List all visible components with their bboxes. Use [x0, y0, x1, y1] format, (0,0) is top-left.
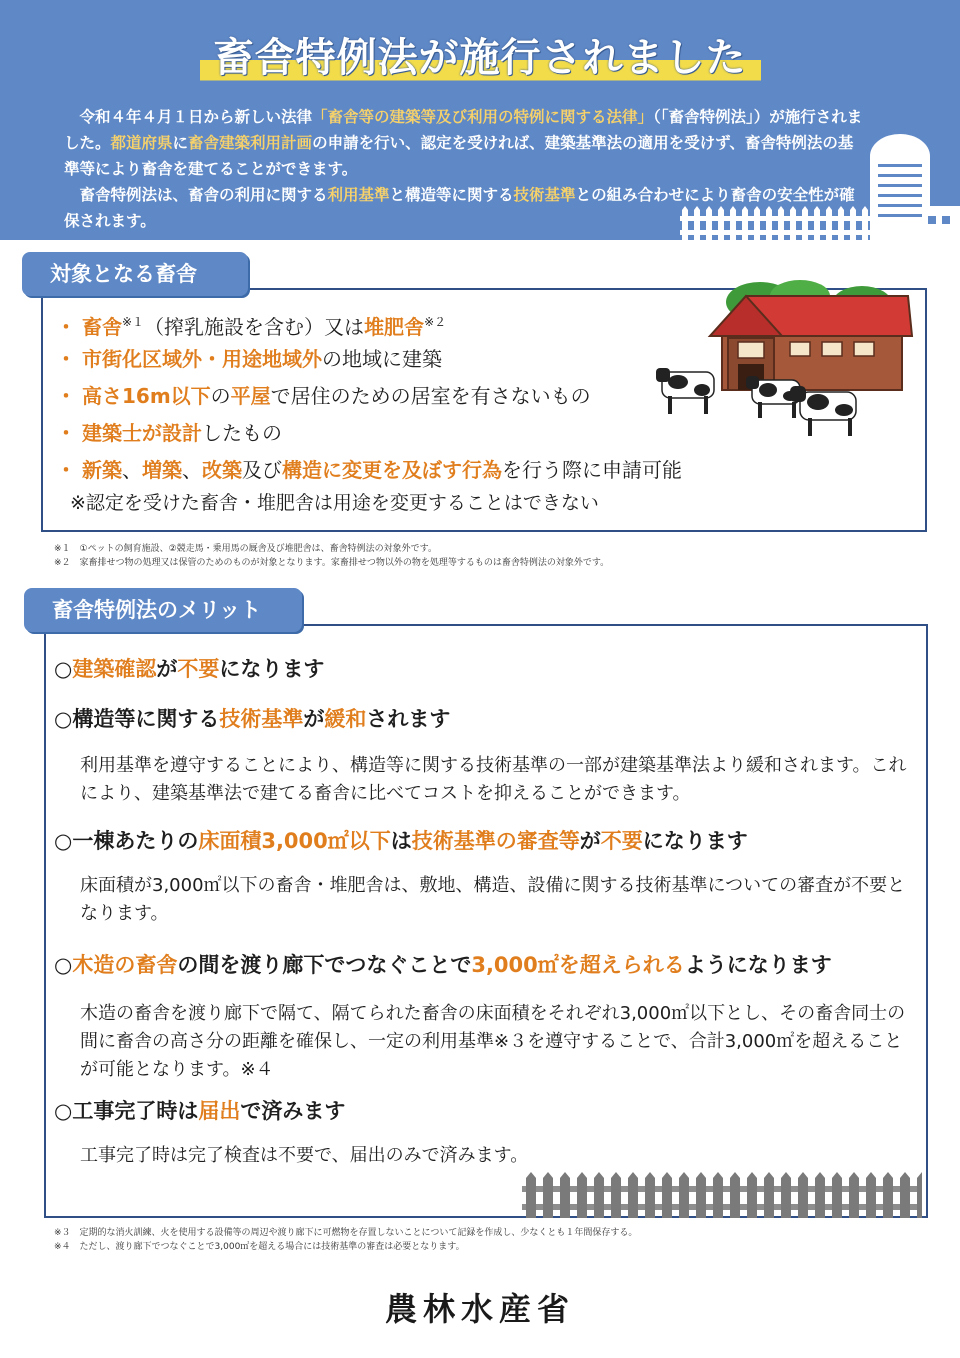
footnotes-1: [54, 542, 609, 570]
highlight-text: 技術基準: [219, 707, 304, 731]
merit-title-text: になります: [219, 657, 325, 681]
header-banner: [0, 0, 960, 240]
cow-icon: [656, 368, 714, 414]
fence-post: [730, 206, 736, 240]
ministry-name: 農林水産省: [384, 1290, 575, 1328]
fence-post: [628, 1172, 638, 1218]
highlight-text: 届出: [198, 1099, 241, 1123]
highlight-text: 不要: [177, 657, 220, 681]
fence-post: [849, 1172, 859, 1218]
merit-body: 利用基準を遵守することにより、構造等に関する技術基準の一部が建築基準法より緩和されます。これにより、建築基準法で建てる畜舎に比べてコストを抑えることができます。: [80, 755, 907, 804]
merit-title-text: が: [156, 657, 178, 681]
merit-title-text: になります: [642, 829, 748, 853]
merit-title-text: ○: [54, 953, 73, 977]
highlight-text: 緩和: [324, 707, 367, 731]
fence-post: [754, 206, 760, 240]
highlight-text: 畜舎: [82, 315, 122, 339]
item-text: 、: [182, 458, 202, 482]
fence-post: [866, 1172, 876, 1218]
fence-post: [814, 206, 820, 240]
highlight-prefecture: 都道府県: [110, 134, 173, 152]
merit-title-text: が: [303, 707, 325, 731]
item-text: 及び: [242, 458, 282, 482]
fence-post: [560, 1172, 570, 1218]
merit-title-text: ○一棟あたりの: [54, 829, 199, 853]
page-title: 畜舎特例法が施行されました: [200, 26, 761, 85]
bullet: ・: [56, 315, 76, 339]
highlight-text: 技術基準の審査等: [411, 829, 580, 853]
fence-post: [694, 206, 700, 240]
footnote-2: ※２ 家畜排せつ物の処理又は保管のためのものが対象となります。家畜排せつ物以外の物を処理等するものは畜舎特例法の対象外です。: [54, 558, 610, 568]
merit-title-text: ○: [54, 657, 73, 681]
fence-post: [838, 206, 844, 240]
fence-post: [577, 1172, 587, 1218]
section-heading-merits: 畜舎特例法のメリット: [24, 588, 302, 632]
merit-body: 工事完了時は完了検査は不要で、届出のみで済みます。: [80, 1145, 529, 1166]
fence-post: [662, 1172, 672, 1218]
merit-title-text: で済みます: [240, 1099, 346, 1123]
merit-title: [54, 654, 324, 684]
fence-post: [790, 206, 796, 240]
fence-post: [802, 206, 808, 240]
silo-icon: [680, 130, 960, 240]
fence-post: [764, 1172, 774, 1218]
fence-post: [730, 1172, 740, 1218]
fence-post: [696, 1172, 706, 1218]
item-text: したもの: [202, 421, 282, 445]
highlight-text: 床面積3,000㎡以下: [198, 829, 391, 853]
merit-title: [54, 826, 748, 856]
bullet: ・: [56, 384, 76, 408]
merit-title-text: ○工事完了時は: [54, 1099, 199, 1123]
highlight-text: 市街化区域外・用途地域外: [82, 347, 322, 371]
fence-post: [832, 1172, 842, 1218]
target-note: ※認定を受けた畜舎・堆肥舎は用途を変更することはできない: [70, 492, 599, 514]
highlight-text: 建築士が設計: [82, 421, 202, 445]
fence-post: [713, 1172, 723, 1218]
merit-title: [54, 1096, 345, 1126]
item-text: で居住のための居室を有さないもの: [270, 384, 591, 408]
fence-post: [826, 206, 832, 240]
target-item: [56, 452, 776, 489]
footnote-4: ※４ ただし、渡り廊下でつなぐことで3,000㎡を超える場合には技術基準の審査は必要となります。: [54, 1242, 465, 1252]
section-heading-target: 対象となる畜舎: [22, 252, 248, 296]
merit-title-text: は: [390, 829, 412, 853]
intro-text-span: に: [172, 134, 189, 152]
fence-post: [778, 206, 784, 240]
merit-title: [54, 704, 450, 734]
footnote-1: ※１ ①ペットの飼育施設、②競走馬・乗用馬の厩舎及び堆肥舎は、畜舎特例法の対象外です。: [54, 544, 437, 554]
highlight-text: 平屋: [230, 384, 271, 408]
highlight-text: 増築: [142, 458, 182, 482]
bullet: ・: [56, 347, 76, 371]
item-text: を行う際に申請可能: [502, 458, 682, 482]
footnote-3: ※３ 定期的な消火訓練、火を使用する設備等の周辺や渡り廊下に可燃物を存置しないことについて記録を作成し、少なくとも１年間保存する。: [54, 1228, 638, 1238]
title-wrap: [0, 26, 960, 85]
fence-post: [862, 206, 868, 240]
fence-post: [718, 206, 724, 240]
intro-text-span: （「畜舎特例法」）が施行されました。: [64, 108, 863, 152]
fence-post: [594, 1172, 604, 1218]
merit-title-text: が: [579, 829, 601, 853]
intro-text-span: 令和４年４月１日から新しい法律: [79, 108, 313, 126]
highlight-text: 構造に変更を及ぼす行為: [282, 458, 502, 482]
fence-post: [900, 1172, 910, 1218]
merit-body: 木造の畜舎を渡り廊下で隔て、隔てられた畜舎の床面積をそれぞれ3,000㎡以下とし、その畜舎同士の間に畜舎の高さ分の距離を確保し、一定の利用基準※３を遵守することで、合計3,000㎡を超えることが可能となります。※４: [80, 1003, 906, 1080]
merit-title-text: ようになります: [684, 953, 832, 977]
intro-text-span: の申請を行い、認定を受ければ、建築基準法の適用を受けず、畜舎特例法の基準等により畜舎を建てることができます。: [64, 134, 854, 178]
bullet: ・: [56, 421, 76, 445]
fence-post: [883, 1172, 893, 1218]
cow-icon: [790, 386, 856, 436]
fence-post: [917, 1172, 922, 1218]
fence-post: [798, 1172, 808, 1218]
merit-title-text: ○構造等に関する: [54, 707, 220, 731]
highlight-text: 建築確認: [72, 657, 157, 681]
highlight-text: 不要: [600, 829, 643, 853]
footnote-ref: ※１: [122, 315, 145, 329]
item-text: （搾乳施設を含む）又は: [144, 315, 365, 339]
highlight-use-standard: 利用基準: [327, 186, 390, 204]
merit-title: [54, 950, 832, 980]
fence-icon: [522, 1172, 922, 1218]
highlight-text: 新築: [82, 458, 122, 482]
fence-post: [781, 1172, 791, 1218]
item-text: 、: [122, 458, 142, 482]
fence-post: [543, 1172, 553, 1218]
intro-text-span: 畜舎特例法は、畜舎の利用に関する: [79, 186, 328, 204]
bullet: ・: [56, 458, 76, 482]
fence-post: [611, 1172, 621, 1218]
fence-post: [706, 206, 712, 240]
fence-post: [682, 206, 688, 240]
fence-post: [742, 206, 748, 240]
fence-post: [526, 1172, 536, 1218]
highlight-text: 高さ16m以下: [82, 384, 211, 408]
merit-body: 床面積が3,000㎡以下の畜舎・堆肥舎は、敷地、構造、設備に関する技術基準についての審査が不要となります。: [80, 875, 906, 924]
fence-post: [815, 1172, 825, 1218]
highlight-plan: 畜舎建築利用計画: [188, 134, 313, 152]
footnote-ref: ※２: [424, 315, 447, 329]
fence-post: [850, 206, 856, 240]
fence-post: [645, 1172, 655, 1218]
item-text: の地域に建築: [322, 347, 442, 371]
fence-post: [766, 206, 772, 240]
item-text: の: [210, 384, 231, 408]
highlight-tech-standard: 技術基準: [513, 186, 576, 204]
highlight-text: 堆肥舎: [364, 315, 425, 339]
highlight-text: 3,000㎡を超えられる: [471, 953, 685, 977]
intro-text-span: との組み合わせにより畜舎の安全性が確保されます。: [64, 186, 855, 230]
intro-text-span: と構造等に関する: [389, 186, 514, 204]
law-name: 「畜舎等の建築等及び利用の特例に関する法律」: [312, 108, 654, 126]
barn-icon: [650, 280, 920, 440]
highlight-text: 改築: [202, 458, 242, 482]
highlight-text: 木造の畜舎: [72, 953, 178, 977]
merit-title-text: されます: [366, 707, 451, 731]
merit-title-text: の間を渡り廊下でつなぐことで: [177, 953, 472, 977]
fence-post: [747, 1172, 757, 1218]
footnotes-2: [54, 1226, 637, 1254]
fence-post: [679, 1172, 689, 1218]
